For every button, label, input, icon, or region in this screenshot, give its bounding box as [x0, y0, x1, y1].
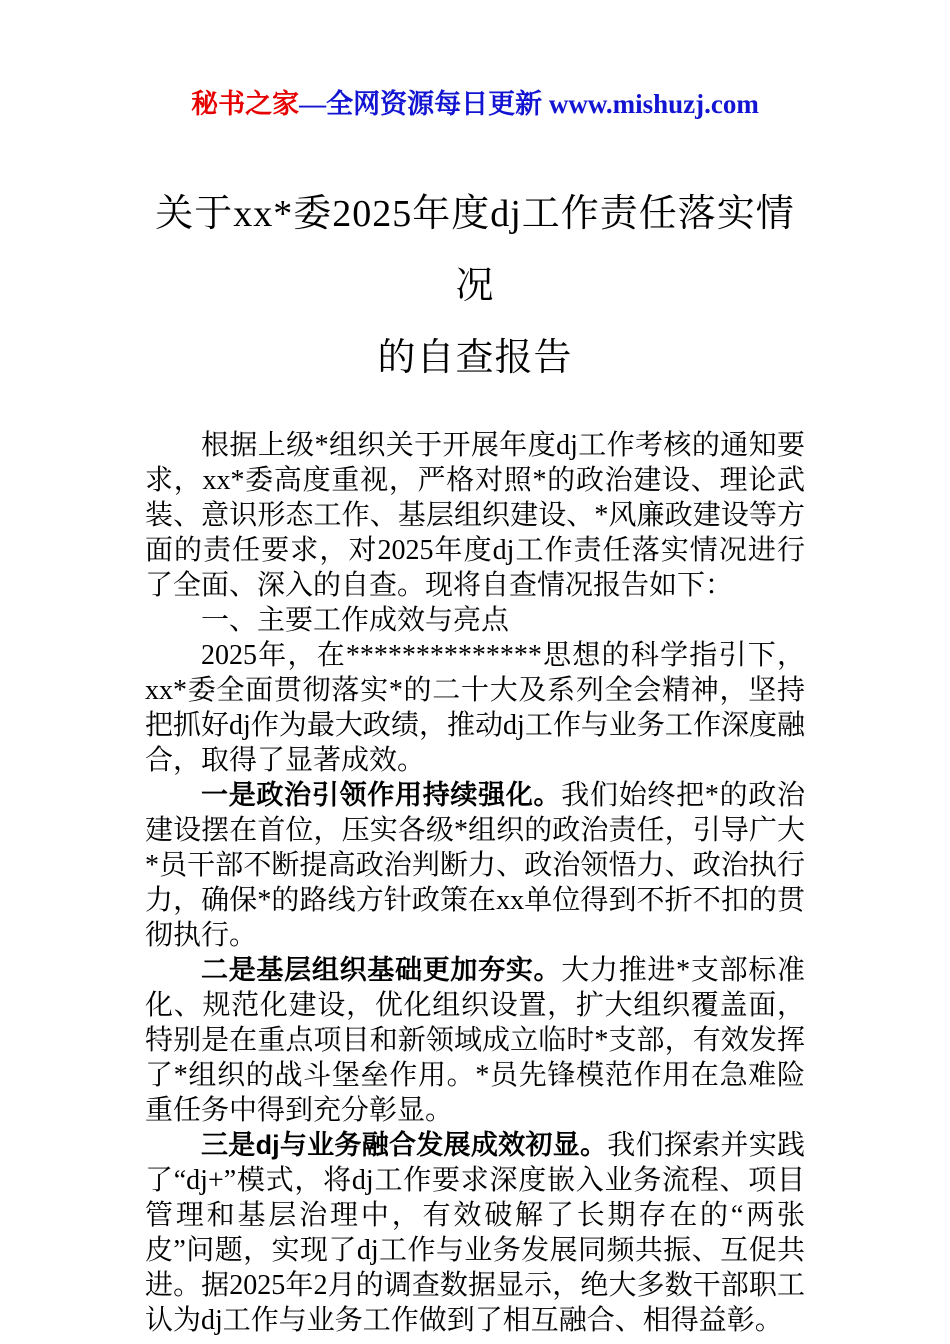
section-1-heading-text: 一、主要工作成效与亮点 [201, 605, 510, 637]
section-1-intro-paragraph [145, 638, 805, 778]
section-1-heading [145, 603, 805, 638]
intro-paragraph [145, 428, 805, 603]
intro-text: 根据上级*组织关于开展年度dj工作考核的通知要求，xx*委高度重视，严格对照*的政治建设、理论武装、意识形态工作、基层组织建设、*风廉政建设等方面的责任要求，对2025年度dj工作责任落实情况进行了全面、深入的自查。现将自查情况报告如下： [145, 430, 805, 602]
point-2-paragraph [145, 953, 805, 1128]
document-body [145, 428, 805, 1338]
point-3-body: 我们探索并实践了“dj+”模式，将dj工作要求深度嵌入业务流程、项目管理和基层治理中，有效破解了长期存在的“两张皮”问题，实现了dj工作与业务发展同频共振、互促共进。据2025年2月的调查数据显示，绝大多数干部职工认为dj工作与业务工作做到了相互融合、相得益彰。 [145, 1130, 805, 1337]
point-2-body: 大力推进*支部标准化、规范化建设，优化组织设置，扩大组织覆盖面，特别是在重点项目和新领域成立临时*支部，有效发挥了*组织的战斗堡垒作用。*员先锋模范作用在急难险重任务中得到充分彰显。 [145, 955, 805, 1127]
document-title [145, 178, 805, 394]
point-3-paragraph [145, 1128, 805, 1338]
site-brand: 秘书之家 [191, 89, 300, 119]
section-1-intro-text: 2025年，在**************思想的科学指引下，xx*委全面贯彻落实*的二十大及系列全会精神，坚持把抓好dj作为最大政绩，推动dj工作与业务工作深度融合，取得了显著成效。 [145, 640, 805, 777]
point-3-lead: 三是dj与业务融合发展成效初显。 [201, 1130, 608, 1161]
document-title-line2: 的自查报告 [377, 337, 573, 380]
site-url-link[interactable]: www.mishuzj.com [548, 89, 759, 119]
site-tagline: —全网资源每日更新 [299, 89, 549, 119]
site-header [145, 88, 805, 120]
document-title-line1: 关于xx*委2025年度dj工作责任落实情况 [155, 193, 795, 308]
point-1-paragraph [145, 778, 805, 953]
point-1-body: 我们始终把*的政治建设摆在首位，压实各级*组织的政治责任，引导广大*员干部不断提高政治判断力、政治领悟力、政治执行力，确保*的路线方针政策在xx单位得到不折不扣的贯彻执行。 [145, 780, 805, 952]
point-1-lead: 一是政治引领作用持续强化。 [201, 780, 562, 811]
point-2-lead: 二是基层组织基础更加夯实。 [201, 955, 562, 986]
